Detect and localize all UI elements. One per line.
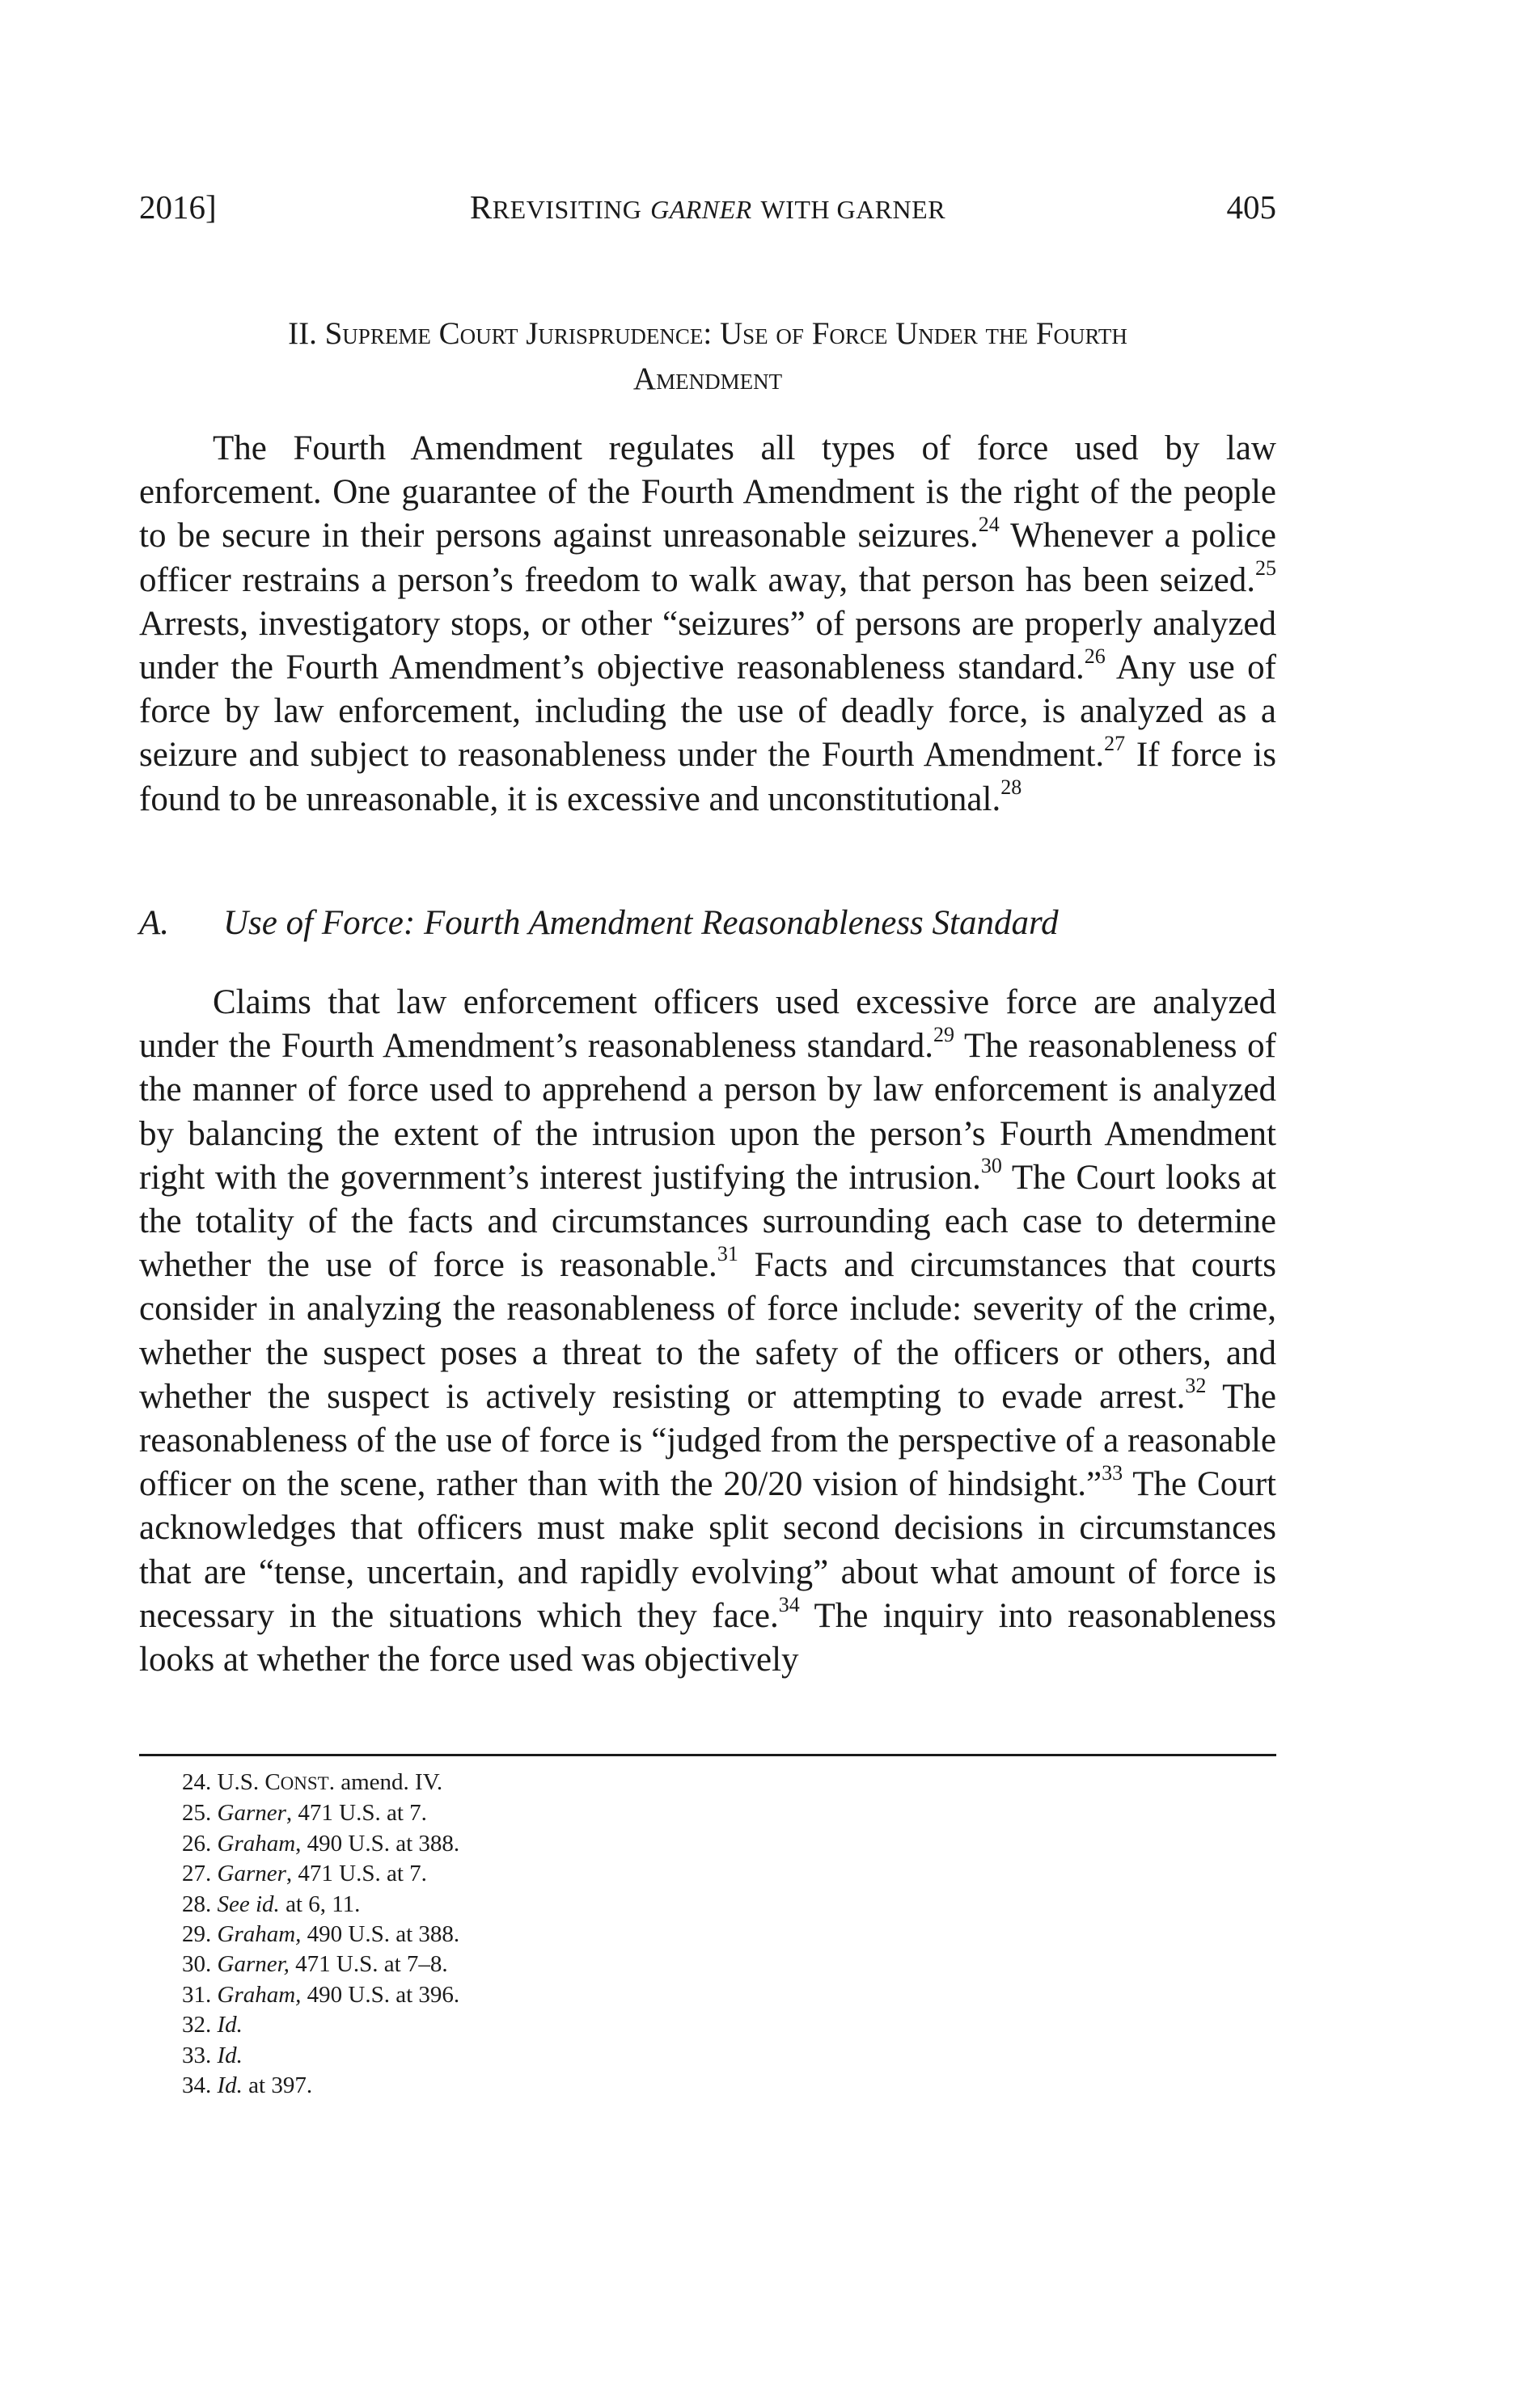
p1-sentence: If force is found to be unreasonable, it is excessive and unconstitutional. <box>139 736 1276 818</box>
footnote-text: , 471 U.S. at 7. <box>286 1800 427 1827</box>
footnote-32 <box>182 2010 1233 2040</box>
footnote-case-name: Graham, <box>217 1981 302 2008</box>
footnote-31 <box>182 1980 1233 2010</box>
footnote-33 <box>182 2041 1233 2071</box>
footnote-case-name: Graham <box>217 1830 296 1857</box>
footnote-28 <box>182 1890 1233 1920</box>
p2-sentence: The inquiry into reasonableness looks at whether the force used was objectively <box>139 1596 1276 1679</box>
footnotes <box>182 1768 1233 2101</box>
footnote-30 <box>182 1950 1233 1979</box>
header-title-part2: WITH GARNER <box>760 195 946 224</box>
p2-sentence: Facts and circumstances that courts consider in analyzing the reasonableness of force include: severity of the crime, whether the suspect poses a threat to the safety of the officers or others, and whether the suspect is actively resisting or attempting to evade arrest. <box>139 1246 1276 1416</box>
footnote-case-name: See id. <box>217 1890 280 1917</box>
header-title-part1: REVISITING <box>492 195 642 224</box>
footnote-ref-31: 31 <box>717 1241 738 1265</box>
footnote-number: 24. <box>182 1769 212 1795</box>
footnote-case-name: Id. <box>217 2072 243 2099</box>
footnote-number: 27. <box>182 1861 212 1887</box>
footnote-34 <box>182 2071 1233 2101</box>
header-title-italic: GARNER <box>650 195 752 224</box>
footnote-ref-27: 27 <box>1104 732 1126 756</box>
subsection-title: Use of Force: Fourth Amendment Reasonableness Standard <box>223 904 1059 942</box>
subsection-label: A. <box>139 904 170 942</box>
footnote-text: at 397. <box>242 2072 313 2099</box>
footnote-text: , 471 U.S. at 7. <box>286 1861 427 1887</box>
p1-sentence: The Fourth Amendment regulates all types of force used by law enforcement. One guarantee of the Fourth Amendment is the right of the people to be secure in their persons against unreasonable seizures. <box>139 429 1276 556</box>
footnote-number: 34. <box>182 2072 212 2099</box>
footnote-number: 33. <box>182 2042 212 2068</box>
footnote-29 <box>182 1920 1233 1950</box>
footnote-ref-33: 33 <box>1102 1460 1123 1485</box>
footnote-number: 31. <box>182 1981 212 2008</box>
footnote-text: 490 U.S. at 396. <box>301 1981 460 2008</box>
footnote-text: . amend. IV. <box>328 1769 443 1795</box>
footnote-case-name: Garner <box>217 1861 286 1887</box>
footnote-number: 25. <box>182 1800 212 1827</box>
footnote-smallcaps-rest: ONST <box>280 1773 329 1793</box>
footnote-divider <box>139 1754 1276 1756</box>
footnote-number: 28. <box>182 1890 212 1917</box>
footnote-number: 30. <box>182 1951 212 1978</box>
footnote-case-name: Garner <box>217 1800 286 1827</box>
footnote-ref-30: 30 <box>980 1154 1002 1178</box>
header-year: 2016] <box>139 188 217 226</box>
footnote-ref-24: 24 <box>978 513 1000 537</box>
footnote-number: 26. <box>182 1830 212 1857</box>
footnote-smallcaps-initial: C <box>264 1769 281 1795</box>
p2-sentence: The Court acknowledges that officers must make split second decisions in circumstances that are “tense, uncertain, and rapidly evolving” about what amount of force is necessary in the situations which they face. <box>139 1465 1276 1635</box>
body-paragraph-2 <box>139 981 1276 1682</box>
footnote-text: 490 U.S. at 388. <box>301 1921 460 1948</box>
footnote-prefix: U.S. <box>217 1769 265 1795</box>
p1-sentence: Any use of force by law enforcement, including the use of deadly force, is analyzed as a seizure and subject to reasonableness under the Fourth Amendment. <box>139 648 1276 775</box>
p2-sentence: The reasonableness of the manner of force used to apprehend a person by law enforcement is analyzed by balancing the extent of the intrusion upon the person’s Fourth Amendment right with the government’s interest justifying the intrusion. <box>139 1027 1276 1197</box>
footnote-26 <box>182 1829 1233 1859</box>
header-title: RREVISITING GARNER WITH GARNER <box>469 188 946 226</box>
section-heading <box>139 311 1276 402</box>
footnote-27 <box>182 1859 1233 1889</box>
footnote-text: 471 U.S. at 7–8. <box>289 1951 448 1978</box>
p1-sentence: Arrests, investigatory stops, or other “seizures” of persons are properly analyzed under the Fourth Amendment’s objective reasonableness standard. <box>139 604 1276 687</box>
body-paragraph-1 <box>139 427 1276 822</box>
footnote-24 <box>182 1768 1233 1798</box>
footnote-ref-29: 29 <box>933 1022 954 1046</box>
page-number: 405 <box>1226 188 1276 226</box>
footnote-case-name: Garner, <box>217 1951 290 1978</box>
footnote-case-name: Id. <box>217 2012 243 2038</box>
p1-sentence: Whenever a police officer restrains a person’s freedom to walk away, that person has been seized. <box>139 517 1276 599</box>
footnote-case-name: Id. <box>217 2042 243 2068</box>
p2-sentence: The reasonableness of the use of force is “judged from the perspective of a reasonable officer on the scene, rather than with the 20/20 vision of hindsight.” <box>139 1377 1277 1504</box>
footnote-ref-28: 28 <box>1000 775 1022 800</box>
footnote-text: at 6, 11. <box>279 1890 361 1917</box>
section-heading-line2: Amendment <box>632 361 783 396</box>
footnote-25 <box>182 1798 1233 1828</box>
footnote-ref-26: 26 <box>1084 644 1106 668</box>
footnote-ref-25: 25 <box>1255 556 1276 581</box>
footnote-ref-32: 32 <box>1185 1373 1207 1397</box>
running-header <box>139 183 1276 231</box>
subsection-heading <box>139 901 1276 946</box>
footnote-number: 29. <box>182 1921 212 1948</box>
footnote-number: 32. <box>182 2012 212 2038</box>
p2-sentence: Claims that law enforcement officers used excessive force are analyzed under the Fourth Amendment’s reasonableness standard. <box>139 983 1276 1066</box>
footnote-case-name: Graham, <box>217 1921 302 1948</box>
footnote-ref-34: 34 <box>778 1592 800 1616</box>
section-heading-line1: II. Supreme Court Jurisprudence: Use of Force Under the Fourth <box>288 316 1127 351</box>
p2-sentence: The Court looks at the totality of the facts and circumstances surrounding each case to determine whether the use of force is reasonable. <box>139 1158 1277 1285</box>
footnote-text: , 490 U.S. at 388. <box>295 1830 460 1857</box>
